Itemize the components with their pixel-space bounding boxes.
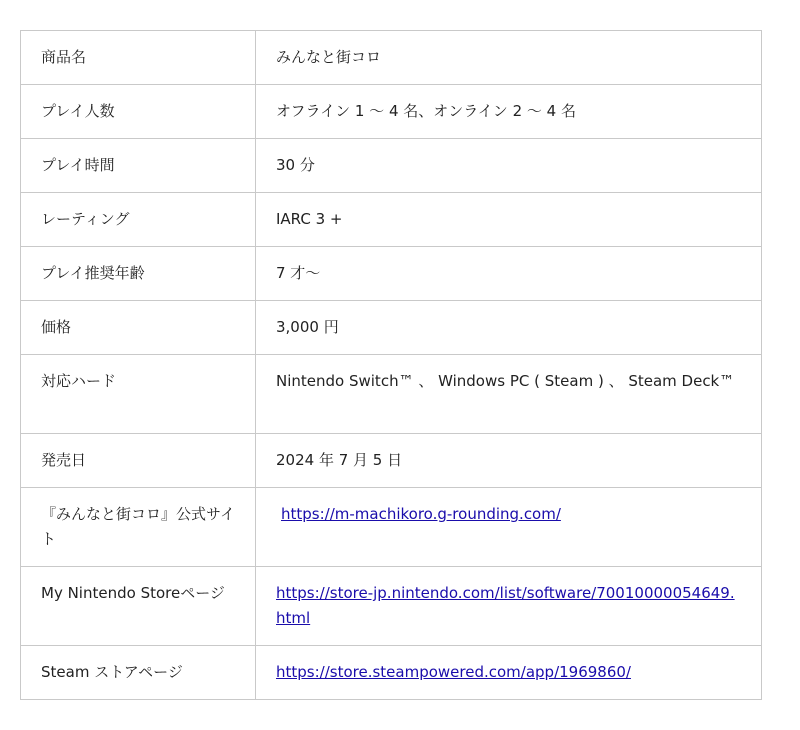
row-label: 『みんなと街コロ』公式サイト (21, 488, 256, 567)
row-label: プレイ人数 (21, 85, 256, 139)
steam-store-link[interactable]: https://store.steampowered.com/app/1969860/ (276, 663, 631, 681)
row-value (256, 567, 762, 646)
row-value: Nintendo Switch™ 、 Windows PC ( Steam ) 、 Steam Deck™ (256, 355, 762, 434)
row-value: 7 才～ (256, 247, 762, 301)
row-label: 価格 (21, 301, 256, 355)
row-value: IARC 3 + (256, 193, 762, 247)
row-value: オフライン 1 ～ 4 名、オンライン 2 ～ 4 名 (256, 85, 762, 139)
nintendo-store-link[interactable]: https://store-jp.nintendo.com/list/software/70010000054649.html (276, 584, 735, 627)
table-row (21, 646, 762, 700)
table-row (21, 301, 762, 355)
table-row (21, 193, 762, 247)
row-label: 発売日 (21, 434, 256, 488)
row-label: プレイ時間 (21, 139, 256, 193)
product-spec-table (20, 30, 762, 700)
row-value (256, 646, 762, 700)
row-value: 3,000 円 (256, 301, 762, 355)
row-value (256, 488, 762, 567)
table-row (21, 567, 762, 646)
row-label: レーティング (21, 193, 256, 247)
row-value: 2024 年 7 月 5 日 (256, 434, 762, 488)
row-value: みんなと街コロ (256, 31, 762, 85)
table-row (21, 434, 762, 488)
table-row (21, 488, 762, 567)
row-label: 対応ハード (21, 355, 256, 434)
row-label: Steam ストアページ (21, 646, 256, 700)
table-row (21, 247, 762, 301)
row-label: My Nintendo Storeページ (21, 567, 256, 646)
row-value: 30 分 (256, 139, 762, 193)
table-row (21, 139, 762, 193)
table-row (21, 85, 762, 139)
table-row (21, 355, 762, 434)
official-site-link[interactable]: https://m-machikoro.g-rounding.com/ (281, 505, 561, 523)
row-label: プレイ推奨年齢 (21, 247, 256, 301)
table-row (21, 31, 762, 85)
row-label: 商品名 (21, 31, 256, 85)
